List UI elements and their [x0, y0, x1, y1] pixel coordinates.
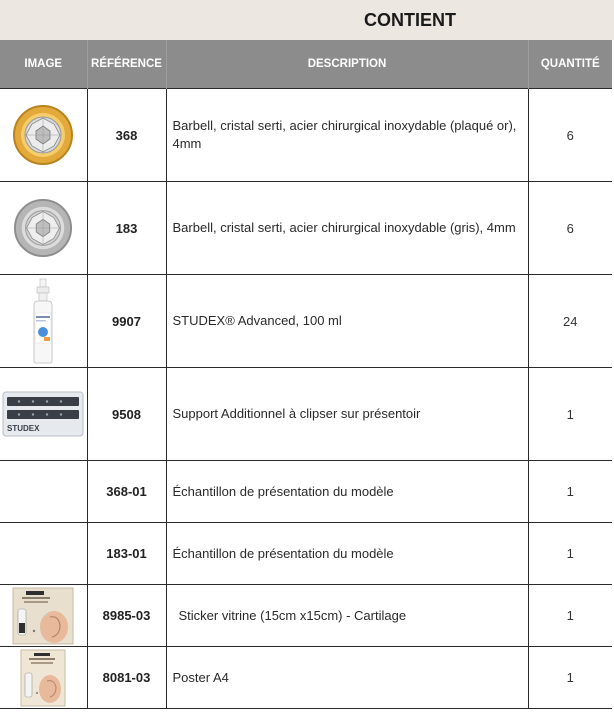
- header-image: IMAGE: [0, 40, 87, 89]
- table-row: [0, 585, 612, 647]
- row-reference: 9508: [87, 368, 166, 461]
- sticker-poster-image: [12, 587, 74, 645]
- row-image-cell: [0, 647, 87, 709]
- row-quantity: 6: [528, 182, 612, 275]
- row-quantity: 1: [528, 461, 612, 523]
- row-image-cell: [0, 523, 87, 585]
- table-row: [0, 461, 612, 523]
- row-image-cell: [0, 275, 87, 368]
- table-row: [0, 368, 612, 461]
- row-image-cell: [0, 182, 87, 275]
- table-header-row: [0, 40, 612, 89]
- row-quantity: 6: [528, 89, 612, 182]
- studex-logo-text: STUDEX: [7, 424, 40, 433]
- header-reference: RÉFÉRENCE: [87, 40, 166, 89]
- row-image-cell: [0, 585, 87, 647]
- row-description: Sticker vitrine (15cm x15cm) - Cartilage: [166, 585, 528, 647]
- row-description: STUDEX® Advanced, 100 ml: [166, 275, 528, 368]
- row-reference: 368-01: [87, 461, 166, 523]
- row-description: Barbell, cristal serti, acier chirurgical inoxydable (gris), 4mm: [166, 182, 528, 275]
- row-image-cell: [0, 368, 87, 461]
- row-reference: 9907: [87, 275, 166, 368]
- header-quantity: QUANTITÉ: [528, 40, 612, 89]
- table-row: [0, 523, 612, 585]
- row-quantity: 1: [528, 523, 612, 585]
- table-row: [0, 182, 612, 275]
- row-reference: 8081-03: [87, 647, 166, 709]
- contents-table: [0, 40, 612, 709]
- a4-poster-image: [20, 649, 66, 707]
- gold-crystal-stud-image: [12, 104, 74, 166]
- header-description: DESCRIPTION: [166, 40, 528, 89]
- row-quantity: 1: [528, 585, 612, 647]
- row-image-cell: [0, 89, 87, 182]
- row-reference: 368: [87, 89, 166, 182]
- table-row: [0, 89, 612, 182]
- row-reference: 183: [87, 182, 166, 275]
- row-description: Poster A4: [166, 647, 528, 709]
- silver-crystal-stud-image: [13, 198, 73, 258]
- table-row: [0, 275, 612, 368]
- table-row: [0, 647, 612, 709]
- row-quantity: 24: [528, 275, 612, 368]
- display-support-image: [2, 391, 84, 437]
- row-reference: 8985-03: [87, 585, 166, 647]
- row-quantity: 1: [528, 368, 612, 461]
- row-description: Barbell, cristal serti, acier chirurgical inoxydable (plaqué or), 4mm: [166, 89, 528, 182]
- spray-bottle-image: [26, 277, 60, 365]
- row-reference: 183-01: [87, 523, 166, 585]
- row-description: Échantillon de présentation du modèle: [166, 523, 528, 585]
- row-quantity: 1: [528, 647, 612, 709]
- row-image-cell: [0, 461, 87, 523]
- row-description: Support Additionnel à clipser sur présentoir: [166, 368, 528, 461]
- section-title: CONTIENT: [0, 0, 614, 40]
- row-description: Échantillon de présentation du modèle: [166, 461, 528, 523]
